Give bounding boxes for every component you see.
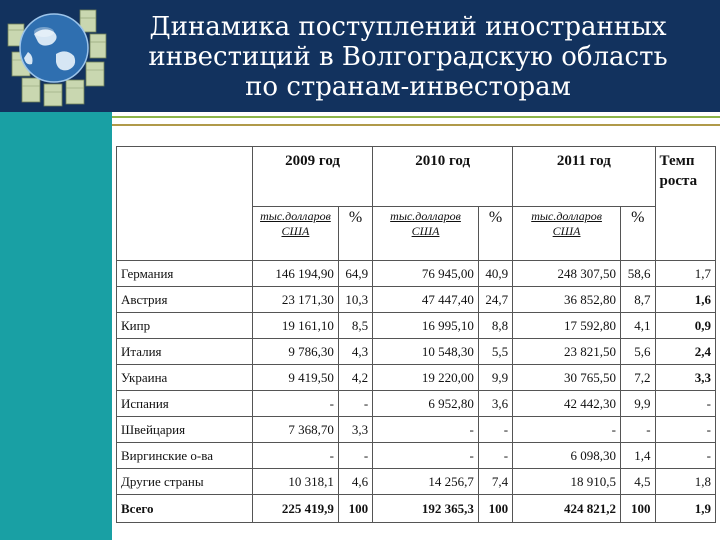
value-cell: 19 161,10	[252, 313, 338, 339]
value-cell: 225 419,9	[252, 495, 338, 523]
value-cell: -	[513, 417, 621, 443]
country-cell: Другие страны	[117, 469, 253, 495]
value-cell: 9,9	[478, 365, 512, 391]
value-cell: -	[338, 391, 372, 417]
value-cell: 6 098,30	[513, 443, 621, 469]
value-cell: 76 945,00	[373, 261, 479, 287]
value-cell: 17 592,80	[513, 313, 621, 339]
value-cell: 8,7	[621, 287, 656, 313]
country-header	[117, 147, 253, 261]
globe-money-logo	[4, 4, 112, 108]
growth-cell: 0,9	[655, 313, 715, 339]
year-header-2010: 2010 год	[373, 147, 513, 207]
country-cell: Австрия	[117, 287, 253, 313]
value-cell: 7,2	[621, 365, 656, 391]
growth-cell: 1,9	[655, 495, 715, 523]
country-cell: Италия	[117, 339, 253, 365]
growth-header	[655, 147, 715, 261]
slide-header	[0, 0, 720, 112]
investment-table-container	[116, 146, 716, 522]
value-cell: 3,3	[338, 417, 372, 443]
value-cell: 4,1	[621, 313, 656, 339]
value-cell: 4,6	[338, 469, 372, 495]
unit-label-line-2: США	[281, 224, 310, 238]
unit-label-line-1: тыс.долларов	[531, 209, 602, 223]
value-cell: -	[252, 391, 338, 417]
growth-cell: 2,4	[655, 339, 715, 365]
value-cell: 18 910,5	[513, 469, 621, 495]
growth-header-line-1: Темп	[659, 153, 695, 169]
value-cell: 192 365,3	[373, 495, 479, 523]
value-cell: 36 852,80	[513, 287, 621, 313]
value-cell: 7,4	[478, 469, 512, 495]
growth-header-line-2: роста	[659, 173, 698, 189]
value-cell: -	[478, 417, 512, 443]
country-cell: Германия	[117, 261, 253, 287]
growth-cell: -	[655, 417, 715, 443]
title-line-1: Динамика поступлений иностранных	[149, 12, 667, 42]
value-cell: 5,6	[621, 339, 656, 365]
value-cell: 100	[621, 495, 656, 523]
table-row	[117, 287, 716, 313]
country-cell: Всего	[117, 495, 253, 523]
growth-cell: -	[655, 391, 715, 417]
unit-label	[252, 207, 338, 261]
value-cell: 100	[478, 495, 512, 523]
year-header-2011: 2011 год	[513, 147, 655, 207]
value-cell: 9 419,50	[252, 365, 338, 391]
accent-line-gold	[112, 124, 720, 126]
value-cell: 4,2	[338, 365, 372, 391]
value-cell: 47 447,40	[373, 287, 479, 313]
unit-label	[513, 207, 621, 261]
growth-cell: -	[655, 443, 715, 469]
value-cell: 10 318,1	[252, 469, 338, 495]
value-cell: -	[478, 443, 512, 469]
country-cell: Кипр	[117, 313, 253, 339]
table-row	[117, 417, 716, 443]
value-cell: 10 548,30	[373, 339, 479, 365]
value-cell: 23 171,30	[252, 287, 338, 313]
value-cell: 6 952,80	[373, 391, 479, 417]
value-cell: 58,6	[621, 261, 656, 287]
pct-label: %	[621, 207, 656, 261]
growth-cell: 3,3	[655, 365, 715, 391]
slide-title	[118, 12, 698, 102]
value-cell: 4,3	[338, 339, 372, 365]
value-cell: -	[621, 417, 656, 443]
value-cell: 16 995,10	[373, 313, 479, 339]
investment-table	[116, 146, 716, 523]
table-row	[117, 339, 716, 365]
table-row	[117, 261, 716, 287]
value-cell: 3,6	[478, 391, 512, 417]
year-header-2009: 2009 год	[252, 147, 372, 207]
value-cell: 30 765,50	[513, 365, 621, 391]
value-cell: 100	[338, 495, 372, 523]
table-row	[117, 365, 716, 391]
table-row	[117, 469, 716, 495]
country-cell: Швейцария	[117, 417, 253, 443]
value-cell: 9,9	[621, 391, 656, 417]
value-cell: 19 220,00	[373, 365, 479, 391]
title-line-2: инвестиций в Волгоградскую область	[148, 42, 668, 72]
value-cell: -	[338, 443, 372, 469]
value-cell: 14 256,7	[373, 469, 479, 495]
value-cell: 40,9	[478, 261, 512, 287]
title-line-3: по странам-инвесторам	[245, 72, 571, 102]
value-cell: 8,8	[478, 313, 512, 339]
value-cell: 424 821,2	[513, 495, 621, 523]
value-cell: 64,9	[338, 261, 372, 287]
value-cell: -	[373, 417, 479, 443]
unit-label-line-2: США	[411, 224, 440, 238]
table-body	[117, 261, 716, 523]
accent-line	[112, 116, 720, 118]
table-row	[117, 443, 716, 469]
value-cell: 10,3	[338, 287, 372, 313]
value-cell: 1,4	[621, 443, 656, 469]
value-cell: 8,5	[338, 313, 372, 339]
value-cell: 248 307,50	[513, 261, 621, 287]
value-cell: -	[252, 443, 338, 469]
unit-label-line-1: тыс.долларов	[260, 209, 331, 223]
value-cell: 9 786,30	[252, 339, 338, 365]
growth-cell: 1,6	[655, 287, 715, 313]
growth-cell: 1,7	[655, 261, 715, 287]
country-cell: Украина	[117, 365, 253, 391]
value-cell: 7 368,70	[252, 417, 338, 443]
header-row-years	[117, 147, 716, 207]
unit-label-line-1: тыс.долларов	[390, 209, 461, 223]
table-row	[117, 391, 716, 417]
country-cell: Испания	[117, 391, 253, 417]
country-cell: Виргинские о-ва	[117, 443, 253, 469]
left-color-band	[0, 112, 112, 540]
value-cell: -	[373, 443, 479, 469]
unit-label	[373, 207, 479, 261]
value-cell: 4,5	[621, 469, 656, 495]
growth-cell: 1,8	[655, 469, 715, 495]
value-cell: 146 194,90	[252, 261, 338, 287]
table-row-total	[117, 495, 716, 523]
pct-label: %	[338, 207, 372, 261]
value-cell: 23 821,50	[513, 339, 621, 365]
table-row	[117, 313, 716, 339]
value-cell: 5,5	[478, 339, 512, 365]
unit-label-line-2: США	[552, 224, 581, 238]
value-cell: 24,7	[478, 287, 512, 313]
pct-label: %	[478, 207, 512, 261]
value-cell: 42 442,30	[513, 391, 621, 417]
